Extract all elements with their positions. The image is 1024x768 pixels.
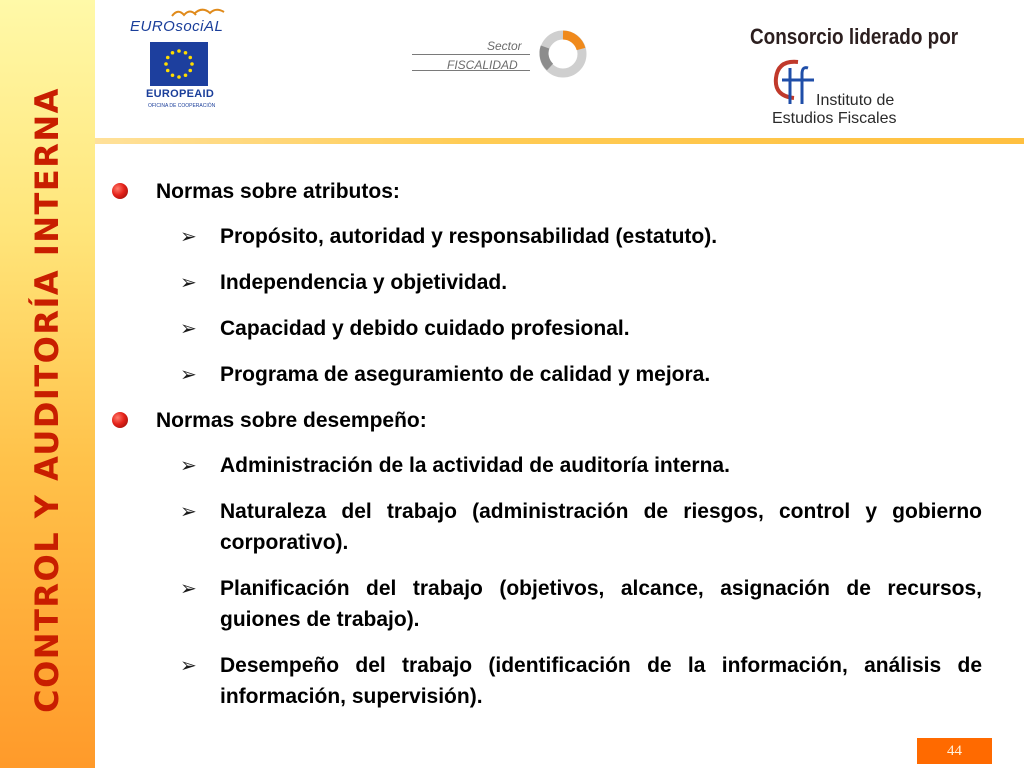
list-item (110, 496, 982, 558)
section-heading-text: Normas sobre atributos: (156, 180, 400, 203)
eu-star-icon (166, 69, 170, 73)
eu-star-icon (177, 75, 181, 79)
list-item-text: Desempeño del trabajo (identificación de la información, análisis de información, supervisión). (220, 654, 982, 708)
consorcio-title: Consorcio liderado por (750, 24, 959, 49)
list-item-text: Capacidad y debido cuidado profesional. (220, 317, 630, 340)
oficina-label: OFICINA DE COOPERACIÓN (148, 103, 216, 109)
list-item-text: Naturaleza del trabajo (administración de riesgos, control y gobierno corporativo). (220, 500, 982, 554)
eu-star-icon (164, 62, 168, 66)
sidebar-band (0, 0, 95, 768)
sector-fiscalidad-logo (412, 26, 592, 86)
list-item (110, 221, 982, 252)
section-heading (110, 405, 982, 436)
eu-flag-icon (150, 42, 208, 86)
red-bullet-icon (112, 412, 128, 428)
europeaid-label: EUROPEAID (146, 88, 215, 100)
list-item (110, 267, 982, 298)
list-item-text: Planificación del trabajo (objetivos, alcance, asignación de recursos, guiones de trabajo). (220, 577, 982, 631)
page-number: 44 (917, 738, 992, 764)
list-item (110, 359, 982, 390)
eu-star-icon (184, 51, 188, 55)
arrow-bullet-icon: ➢ (180, 453, 197, 477)
arrow-bullet-icon: ➢ (180, 499, 197, 523)
sector-label: Sector (487, 39, 522, 53)
eu-star-icon (190, 62, 194, 66)
eurosocial-logo (130, 8, 230, 112)
eu-star-icon (166, 56, 170, 60)
ring-icon (536, 27, 590, 81)
header-rule (95, 138, 1024, 144)
section-heading-text: Normas sobre desempeño: (156, 409, 427, 432)
fiscalidad-label: FISCALIDAD (447, 58, 518, 72)
arrow-bullet-icon: ➢ (180, 362, 197, 386)
arrow-bullet-icon: ➢ (180, 576, 197, 600)
arrow-bullet-icon: ➢ (180, 224, 197, 248)
list-item (110, 573, 982, 635)
red-bullet-icon (112, 183, 128, 199)
arrow-bullet-icon: ➢ (180, 270, 197, 294)
list-item-text: Propósito, autoridad y responsabilidad (estatuto). (220, 225, 718, 248)
eurosocial-wordmark: EUROsociAL (130, 18, 224, 35)
list-item (110, 313, 982, 344)
eu-star-icon (177, 49, 181, 53)
list-item (110, 450, 982, 481)
eu-star-icon (171, 51, 175, 55)
eu-star-icon (184, 73, 188, 77)
arrow-bullet-icon: ➢ (180, 653, 197, 677)
ief-name-line2: Estudios Fiscales (772, 110, 897, 127)
ief-name-line1: Instituto de (816, 92, 895, 109)
section-heading (110, 176, 982, 207)
eu-star-icon (188, 69, 192, 73)
slide-content (110, 176, 982, 727)
eu-star-icon (188, 56, 192, 60)
ief-logo (752, 56, 932, 136)
list-item (110, 650, 982, 712)
list-item-text: Administración de la actividad de auditoría interna. (220, 454, 730, 477)
arrow-bullet-icon: ➢ (180, 316, 197, 340)
eu-star-icon (171, 73, 175, 77)
sidebar-title: CONTROL Y AUDITORÍA INTERNA (28, 87, 66, 713)
divider (412, 54, 530, 55)
list-item-text: Programa de aseguramiento de calidad y mejora. (220, 363, 711, 386)
list-item-text: Independencia y objetividad. (220, 271, 508, 294)
